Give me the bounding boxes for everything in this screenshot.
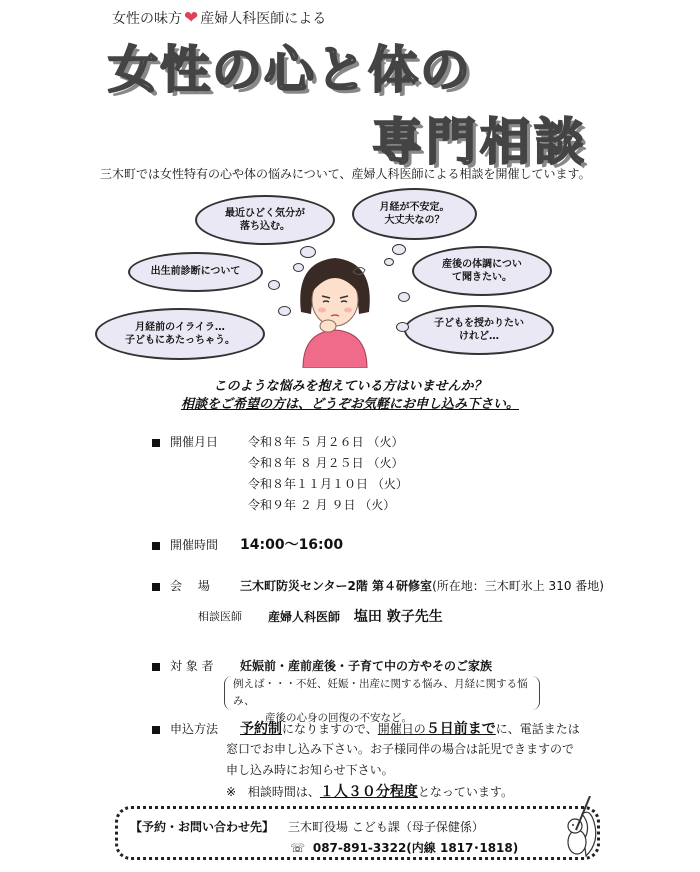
worry-bubble: [195, 195, 335, 245]
date-item: 令和８年 ８ 月２５日 （火）: [248, 456, 404, 470]
bullet-square-icon: [152, 542, 160, 550]
apply-line: [240, 718, 580, 738]
thought-dot: [396, 322, 409, 332]
worry-bubble: [128, 252, 263, 292]
venue-value: [240, 577, 604, 594]
note-line: [226, 781, 513, 801]
heart-icon: ❤: [184, 8, 199, 28]
reservation-required: 予約制: [240, 721, 282, 737]
bullet-square-icon: [152, 583, 160, 591]
thought-dot: [278, 306, 291, 316]
dates-label: 開催月日: [170, 435, 219, 449]
doctor-title: 産婦人科医師: [268, 610, 341, 624]
worry-text: 出生前診断について: [150, 266, 241, 278]
apply-line: 申し込み時にお知らせ下さい。: [226, 763, 394, 777]
tagline-post: 産婦人科医師による: [200, 11, 327, 27]
tagline: [112, 8, 326, 28]
request-line: 相談をご希望の方は、どうぞお気軽にお申し込み下さい。: [180, 397, 519, 412]
squirrel-icon: [562, 796, 602, 858]
time-value: 14:00～16:00: [240, 537, 344, 553]
target-label: 対 象 者: [170, 659, 214, 673]
page-title-line2: 専門相談: [372, 113, 588, 171]
date-item: 令和８年 ５ 月２６日 （火）: [248, 435, 404, 449]
apply-text: になりますので、: [282, 722, 378, 736]
doctor-label: 相談医師: [198, 610, 242, 623]
bullet-square-icon: [152, 439, 160, 447]
worry-bubble: [404, 305, 554, 355]
apply-text: に、電話または: [495, 722, 580, 736]
worry-bubble: [95, 308, 265, 360]
note-text: 相談時間は、: [247, 785, 320, 799]
bullet-square-icon: [152, 663, 160, 671]
note-mark: ※: [226, 785, 237, 799]
note-text: となっています。: [417, 785, 513, 799]
worry-bubble: [412, 246, 552, 296]
worried-woman-illustration: [295, 250, 375, 368]
dates-row: [152, 433, 218, 450]
contact-phone: 087-891-3322(内線 1817･1818): [312, 841, 519, 855]
apply-label: 申込方法: [170, 722, 219, 736]
intro-text: 三木町では女性特有の心や体の悩みについて、産婦人科医師による相談を開催しています。: [100, 167, 591, 181]
example-line: 産後の心身の回復の不安など。: [265, 712, 412, 724]
thought-dot: [384, 258, 394, 266]
worry-text: 月経が不安定。 大丈夫なの？: [379, 201, 450, 226]
time-label: 開催時間: [170, 538, 219, 552]
bullet-square-icon: [152, 726, 160, 734]
example-line: 例えば・・・不妊、妊娠・出産に関する悩み、月経に関する悩み、: [233, 678, 528, 707]
venue-address: (所在地：三木町氷上 310 番地): [432, 579, 604, 593]
deadline-days: ５日前まで: [425, 721, 496, 737]
thought-dot: [398, 292, 410, 302]
worry-text: 月経前のイライラ… 子どもにあたっちゃう。: [125, 321, 235, 346]
contact-box: [115, 806, 600, 860]
thought-dot: [392, 244, 406, 255]
contact-label: 【予約・お問い合わせ先】: [130, 820, 275, 834]
deadline-text: 開催日の: [377, 722, 426, 736]
example-box: [224, 676, 540, 724]
venue-label: 会 場: [170, 579, 210, 593]
apply-line: 窓口でお申し込み下さい。お子様同伴の場合は託児できますので: [226, 742, 575, 756]
session-length: １人３０分程度: [319, 784, 418, 800]
contact-phone-row: [290, 839, 518, 856]
page-title: 女性の心と体の: [108, 41, 472, 99]
apply-row: [152, 720, 218, 737]
date-item: 令和９年 ２ 月 ９日 （火）: [248, 498, 396, 512]
question-line: このような悩みを抱えている方はいませんか？: [213, 379, 487, 394]
venue-name: 三木町防災センター2階 第４研修室: [240, 579, 433, 593]
contact-office: 三木町役場 こども課（母子保健係）: [288, 820, 484, 834]
worry-text: 産後の体調につい て聞きたい。: [442, 258, 522, 283]
thought-dot: [268, 280, 280, 290]
worry-text: 子どもを授かりたい けれど…: [434, 317, 524, 342]
venue-row: [152, 577, 210, 594]
tagline-pre: 女性の味方: [112, 11, 182, 27]
worry-bubble: [352, 188, 477, 240]
date-item: 令和８年１１月１０日 （火）: [248, 477, 408, 491]
doctor-value: [268, 606, 443, 626]
doctor-name: 塩田 敦子先生: [353, 609, 443, 625]
phone-icon: ☏: [290, 841, 306, 855]
worry-text: 最近ひどく気分が 落ち込む。: [225, 207, 305, 232]
time-row: [152, 536, 218, 553]
target-value: 妊娠前・産前産後・子育て中の方やそのご家族: [240, 659, 493, 673]
target-row: [152, 657, 214, 674]
